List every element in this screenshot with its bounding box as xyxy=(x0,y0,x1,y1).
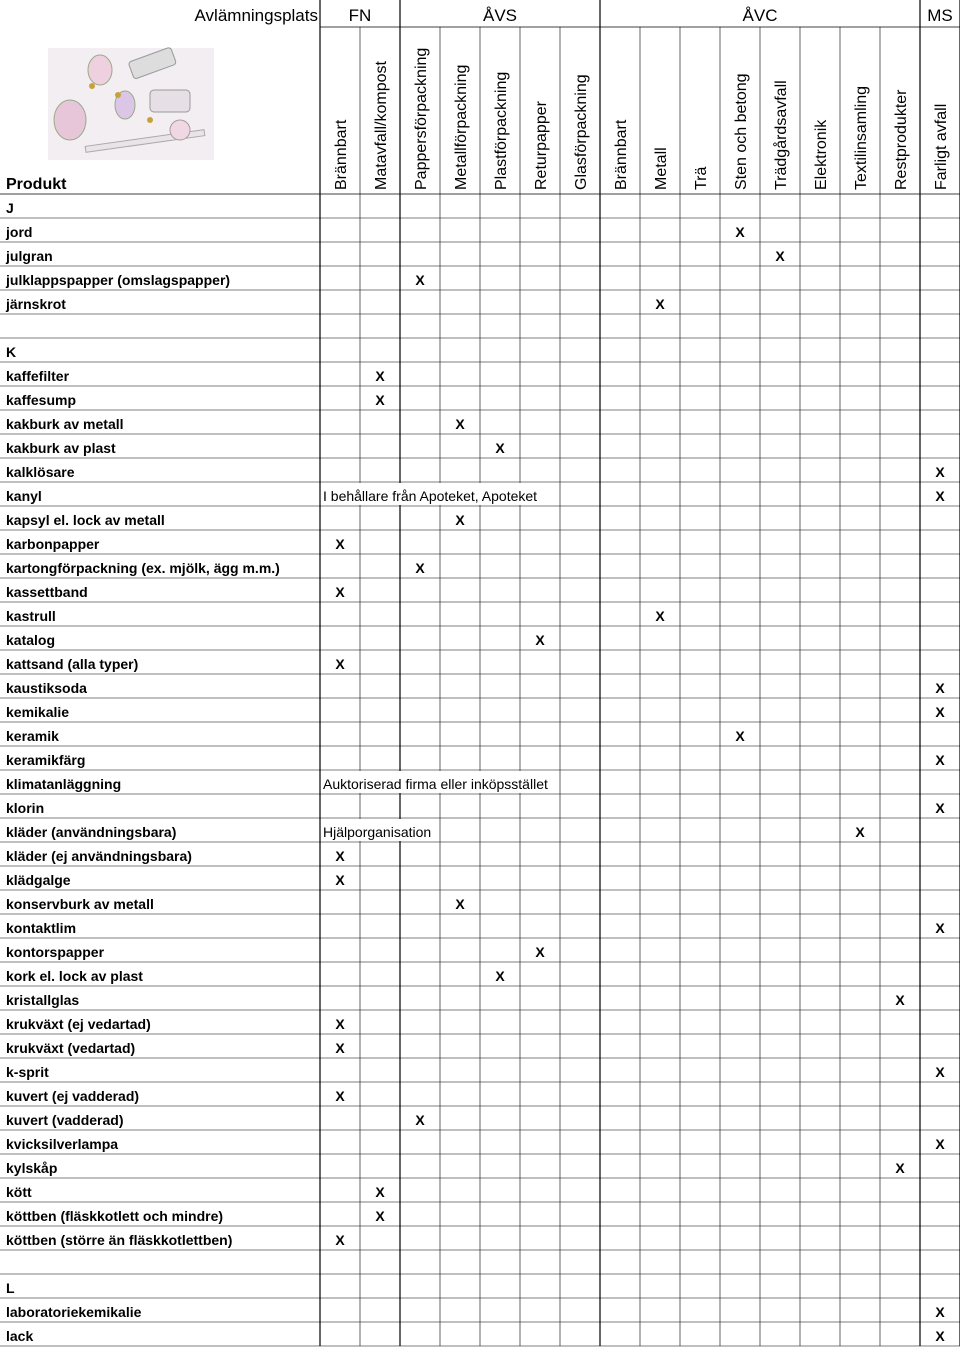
product-name: järnskrot xyxy=(6,296,66,312)
product-name: kaffesump xyxy=(6,392,77,408)
column-header: Sten och betong xyxy=(733,73,750,190)
column-header: Trä xyxy=(693,166,710,190)
product-name: julklappspapper (omslagspapper) xyxy=(6,272,231,288)
table-row xyxy=(6,771,552,793)
location-group-fn: FN xyxy=(348,6,372,25)
table-row xyxy=(6,632,545,648)
section-letter: K xyxy=(6,344,17,360)
table-row xyxy=(6,920,945,936)
mark-x: X xyxy=(335,1040,345,1056)
mark-x: X xyxy=(895,1160,905,1176)
location-group-headers xyxy=(349,6,953,25)
mark-x: X xyxy=(415,1112,425,1128)
table-row xyxy=(6,872,345,888)
mark-x: X xyxy=(935,680,945,696)
mark-x: X xyxy=(935,1136,945,1152)
table-row xyxy=(6,680,945,696)
mark-x: X xyxy=(935,800,945,816)
section-letter: J xyxy=(6,200,14,216)
product-name: katalog xyxy=(6,632,56,648)
table-row xyxy=(6,1112,425,1128)
mark-x: X xyxy=(735,224,745,240)
mark-x: X xyxy=(655,608,665,624)
delivery-location-title: Avlämningsplats xyxy=(194,6,318,25)
column-header: Brännbart xyxy=(613,119,630,190)
product-name: kristallglas xyxy=(6,992,80,1008)
column-header: Glasförpackning xyxy=(573,74,590,190)
table-row xyxy=(5,224,745,240)
column-header: Brännbart xyxy=(333,119,350,190)
delivery-note: I behållare från Apoteket, Apoteket xyxy=(323,488,538,504)
mark-x: X xyxy=(455,896,465,912)
mark-x: X xyxy=(535,944,545,960)
mark-x: X xyxy=(855,824,865,840)
table-row xyxy=(5,272,425,288)
table-row xyxy=(6,1160,905,1176)
table-row xyxy=(6,1040,345,1056)
column-header: Restprodukter xyxy=(893,89,910,190)
product-name: köttben (fläskkotlett och mindre) xyxy=(6,1208,224,1224)
table-row xyxy=(6,536,345,552)
mark-x: X xyxy=(935,1304,945,1320)
table-row xyxy=(5,248,785,264)
product-name: kapsyl el. lock av metall xyxy=(6,512,165,528)
table-row xyxy=(6,819,865,841)
mark-x: X xyxy=(415,560,425,576)
product-name: kaustiksoda xyxy=(6,680,87,696)
mark-x: X xyxy=(655,296,665,312)
product-name: karbonpapper xyxy=(6,536,100,552)
mark-x: X xyxy=(895,992,905,1008)
column-header: Farligt avfall xyxy=(933,103,950,190)
table-row xyxy=(6,752,945,768)
mark-x: X xyxy=(335,848,345,864)
section-letter: L xyxy=(6,1280,15,1296)
product-name: jord xyxy=(6,224,33,240)
location-group-åvs: ÅVS xyxy=(482,6,518,25)
product-name: kylskåp xyxy=(6,1160,58,1176)
mark-x: X xyxy=(375,1208,385,1224)
product-name: kanyl xyxy=(6,488,42,504)
mark-x: X xyxy=(335,1232,345,1248)
table-row xyxy=(6,560,425,576)
product-name: kläder (användningsbara) xyxy=(6,824,177,840)
table-row xyxy=(6,1064,945,1080)
section-header-row xyxy=(6,1280,15,1296)
column-header: Elektronik xyxy=(813,119,830,190)
table-row xyxy=(6,368,385,384)
table-row xyxy=(6,848,345,864)
product-name: kvicksilverlampa xyxy=(6,1136,119,1152)
mark-x: X xyxy=(935,752,945,768)
mark-x: X xyxy=(335,584,345,600)
delivery-note: Hjälporganisation xyxy=(323,824,432,840)
mark-x: X xyxy=(935,488,945,504)
table-row xyxy=(5,296,665,312)
mark-x: X xyxy=(935,920,945,936)
column-header: Metallförpackning xyxy=(453,64,470,190)
table-row xyxy=(6,483,945,505)
table-row xyxy=(6,704,945,720)
table-row xyxy=(6,512,465,528)
product-name: kakburk av plast xyxy=(6,440,116,456)
product-name: krukväxt (ej vedartad) xyxy=(6,1016,151,1032)
product-name: kakburk av metall xyxy=(6,416,124,432)
table-row xyxy=(6,1232,345,1248)
product-name: kuvert (vadderad) xyxy=(6,1112,124,1128)
product-name: kött xyxy=(6,1184,32,1200)
table-row xyxy=(6,1304,945,1320)
table-row xyxy=(6,1328,945,1344)
mark-x: X xyxy=(495,968,505,984)
mark-x: X xyxy=(455,512,465,528)
product-name: keramik xyxy=(6,728,59,744)
product-rows xyxy=(5,200,945,1344)
product-name: julgran xyxy=(6,248,53,264)
table-row xyxy=(6,464,945,480)
location-group-åvc: ÅVC xyxy=(742,6,778,25)
mark-x: X xyxy=(935,1064,945,1080)
product-name: klorin xyxy=(6,800,45,816)
product-name: lack xyxy=(6,1328,34,1344)
column-headers xyxy=(333,48,950,190)
mark-x: X xyxy=(375,368,385,384)
section-header-row xyxy=(6,344,16,360)
table-row xyxy=(6,968,505,984)
column-header: Trädgårdsavfall xyxy=(773,80,790,190)
table-row xyxy=(6,800,945,816)
product-name: kontaktlim xyxy=(6,920,77,936)
product-name: k-sprit xyxy=(6,1064,49,1080)
table-row xyxy=(6,392,385,408)
mark-x: X xyxy=(455,416,465,432)
location-group-ms: MS xyxy=(927,6,953,25)
product-name: kontorspapper xyxy=(6,944,105,960)
column-header: Returpapper xyxy=(533,101,550,190)
mark-x: X xyxy=(775,248,785,264)
mark-x: X xyxy=(375,392,385,408)
mark-x: X xyxy=(335,1016,345,1032)
table-row xyxy=(6,728,745,744)
table-row xyxy=(6,584,345,600)
table-row xyxy=(6,1184,385,1200)
light-bulbs-illustration xyxy=(48,47,214,160)
product-name: konservburk av metall xyxy=(6,896,154,912)
table-row xyxy=(6,440,505,456)
product-name: kalklösare xyxy=(6,464,75,480)
mark-x: X xyxy=(335,536,345,552)
product-name: kuvert (ej vadderad) xyxy=(6,1088,140,1104)
table-row xyxy=(6,1016,345,1032)
mark-x: X xyxy=(935,1328,945,1344)
product-name: krukväxt (vedartad) xyxy=(6,1040,136,1056)
column-header: Matavfall/kompost xyxy=(373,61,390,190)
mark-x: X xyxy=(935,704,945,720)
table-row xyxy=(6,944,545,960)
mark-x: X xyxy=(335,872,345,888)
table-row xyxy=(6,1088,345,1104)
product-name: kastrull xyxy=(6,608,56,624)
table-row xyxy=(6,896,465,912)
product-name: kläder (ej användningsbara) xyxy=(6,848,192,864)
table-row xyxy=(6,656,345,672)
product-name: köttben (större än fläskkotlettben) xyxy=(6,1232,233,1248)
delivery-note: Auktoriserad firma eller inköpsstället xyxy=(323,776,548,792)
product-name: kassettband xyxy=(6,584,88,600)
mark-x: X xyxy=(335,656,345,672)
product-name: kartongförpackning (ex. mjölk, ägg m.m.) xyxy=(6,560,280,576)
mark-x: X xyxy=(495,440,505,456)
column-header: Textilinsamling xyxy=(853,85,870,190)
section-header-row xyxy=(6,200,14,216)
mark-x: X xyxy=(535,632,545,648)
mark-x: X xyxy=(335,1088,345,1104)
product-name: klimatanläggning xyxy=(6,776,122,792)
product-name: keramikfärg xyxy=(6,752,86,768)
table-row xyxy=(6,1136,945,1152)
column-header: Metall xyxy=(653,147,670,190)
table-row xyxy=(6,992,905,1008)
table-row xyxy=(6,416,465,432)
mark-x: X xyxy=(935,464,945,480)
product-name: kemikalie xyxy=(6,704,70,720)
product-name: kork el. lock av plast xyxy=(6,968,143,984)
product-name: kattsand (alla typer) xyxy=(6,656,139,672)
mark-x: X xyxy=(415,272,425,288)
column-header: Plastförpackning xyxy=(493,71,510,190)
product-name: klädgalge xyxy=(6,872,71,888)
table-row xyxy=(6,608,665,624)
mark-x: X xyxy=(375,1184,385,1200)
product-name: laboratoriekemikalie xyxy=(6,1304,142,1320)
column-header: Pappersförpackning xyxy=(413,47,430,190)
product-name: kaffefilter xyxy=(6,368,70,384)
product-column-label: Produkt xyxy=(6,176,67,193)
table-row xyxy=(6,1208,385,1224)
mark-x: X xyxy=(735,728,745,744)
